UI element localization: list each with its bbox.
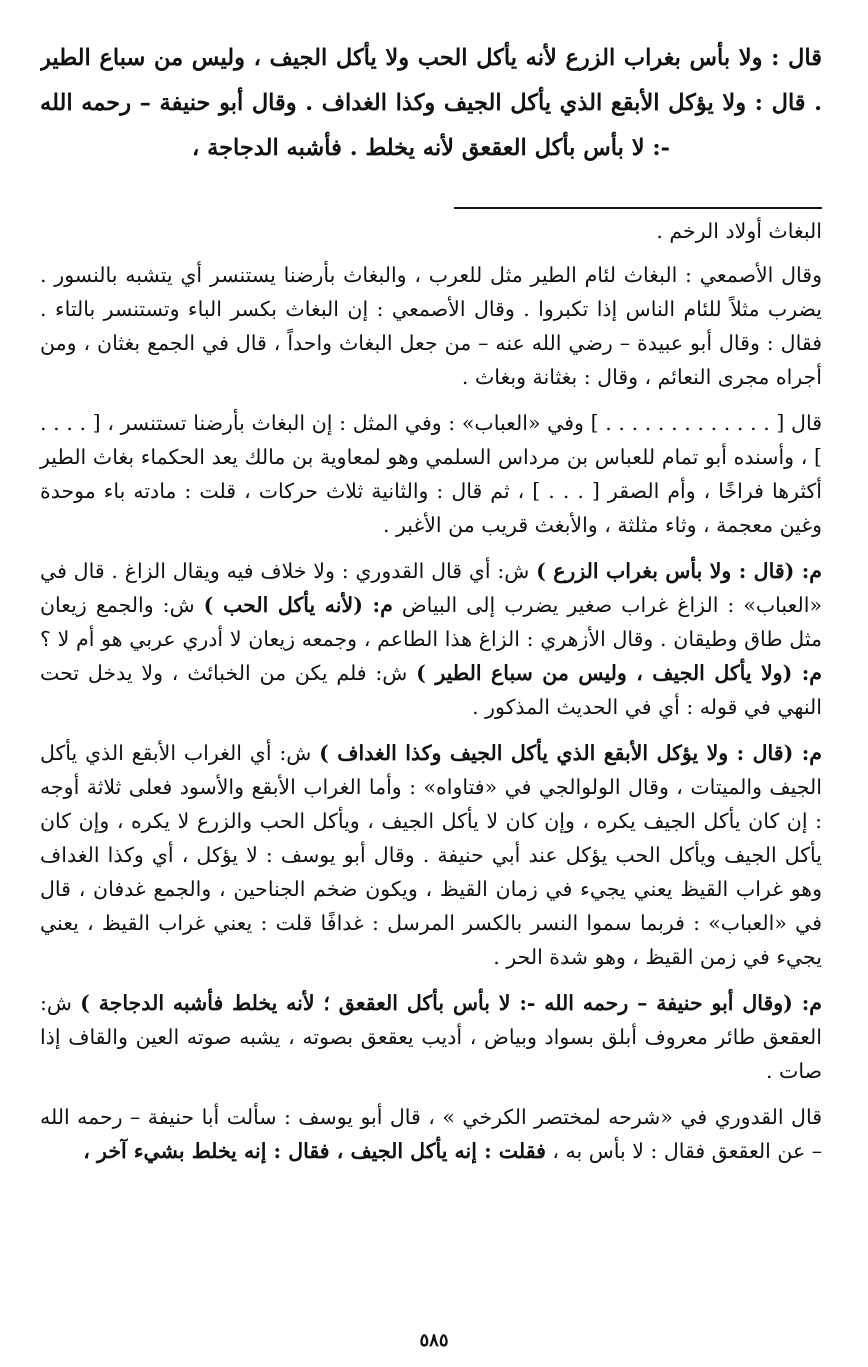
sharh-text: ش: العقعق طائر معروف أبلق بسواد وبياض ، أديب يعقعق بصوته ، يشبه صوته العين والقاف إذا صات . — [40, 991, 822, 1083]
matn-quote: م: (ولا يأكل الجيف ، وليس من سباع الطير ) — [416, 661, 822, 685]
matn-quote: م: (وقال أبو حنيفة – رحمه الله -: لا بأس بأكل العقعق ؛ لأنه يخلط فأشبه الدجاجة ) — [80, 991, 822, 1015]
page-number: ٥٨٥ — [419, 1330, 449, 1351]
matn-text: قال : ولا بأس بغراب الزرع لأنه يأكل الحب ولا يأكل الجيف ، وليس من سباع الطير . قال : ولا يؤكل الأبقع الذي يأكل الجيف وكذا الغداف . وقال أبو حنيفة – رحمه الله -: لا بأس بأكل العقعق لأنه يخلط . فأشبه الدجاجة ، — [40, 45, 822, 161]
commentary-paragraph-5 — [40, 736, 822, 974]
matn-quote: م: (قال : ولا بأس بغراب الزرع ) — [536, 559, 822, 583]
separator-rule — [454, 207, 822, 209]
sharh-text: ش: أي قال القدوري : ولا خلاف فيه ويقال الزاغ . قال في «العباب» : الزاغ غراب صغير يضرب إلى البياض — [40, 559, 822, 617]
commentary-paragraph-1: البغاث أولاد الرخم . — [656, 219, 822, 243]
commentary — [40, 214, 822, 1180]
sharh-text: ش: والجمع زيعان مثل طاق وطيقان . وقال الأزهري : الزاغ هذا الطاعم ، وجمعه زيعان لا أدري عربي هو أم لا ؟ — [40, 593, 822, 651]
commentary-paragraph-7 — [40, 1100, 822, 1168]
sharh-text: ش: أي الغراب الأبقع الذي يأكل الجيف والميتات ، وقال الولوالجي في «فتاواه» : وأما الغراب الأبقع والأسود فعلى ثلاثة أوجه : إن كان يأكل الجيف يكره ، وإن كان لا يأكل الجيف ، ويأكل الحب والزرع لا يكره ، وإن كان يأكل الجيف ويأكل الحب يؤكل عند أبي حنيفة . وقال أبو يوسف : لا يؤكل ، أي وكذا الغداف وهو غراب القيظ يعني يجيء في زمان القيظ ، ويكون ضخم الجناحين ، والجمع غدفان ، قال في «العباب» : فربما سموا النسر بالكسر المرسل : غدافًا قلت : يعني غراب القيظ ، يعني يجيء في زمن القيظ ، وهو شدة الحر . — [40, 741, 822, 969]
matn-quote: م: (قال : ولا يؤكل الأبقع الذي يأكل الجيف وكذا الغداف ) — [319, 741, 823, 765]
commentary-paragraph-4 — [40, 554, 822, 724]
commentary-paragraph-3: قال [ . . . . . . . . . . . . . ] وفي «العباب» : وفي المثل : إن البغاث بأرضنا تستنسر ، [ . . . . ] ، وأسنده أبو تمام للعباس بن مرداس السلمي وهو لمعاوية بن مالك يعد الحكماء بغاث الطير أكثرها فراخًا ، وأم الصقر [ . . . ] ، ثم قال : والثانية ثلاث حركات ، قلت : مادته باء موحدة وغين معجمة ، وثاء مثلثة ، والأبغث قريب من الأغبر . — [40, 411, 822, 537]
commentary-paragraph-6 — [40, 986, 822, 1088]
sharh-text: ش: فلم يكن من الخبائث ، ولا يدخل تحت النهي في قوله : أي في الحديث المذكور . — [40, 661, 822, 719]
matn-quote: م: (لأنه يأكل الحب ) — [203, 593, 393, 617]
commentary-paragraph-2: وقال الأصمعي : البغاث لئام الطير مثل للعرب ، والبغاث بأرضنا يستنسر أي يتشبه بالنسور . يضرب مثلاً للئام الناس إذا تكبروا . وقال الأصمعي : إن البغاث بكسر الباء وتستنسر بالتاء . فقال : وقال أبو عبيدة – رضي الله عنه – من جعل البغاث واحداً ، قال في الجمع بغثان ، ومن أجراه مجرى النعائم ، وقال : بغثانة وبغاث . — [40, 263, 822, 389]
quoted-speech: فقلت : إنه يأكل الجيف ، فقال : إنه يخلط بشيء آخر ، — [83, 1139, 546, 1163]
sharh-text: قال القدوري في «شرحه لمختصر الكرخي » ، قال أبو يوسف : سألت أبا حنيفة – رحمه الله – عن العقعق فقال : لا بأس به ، — [40, 1105, 822, 1163]
